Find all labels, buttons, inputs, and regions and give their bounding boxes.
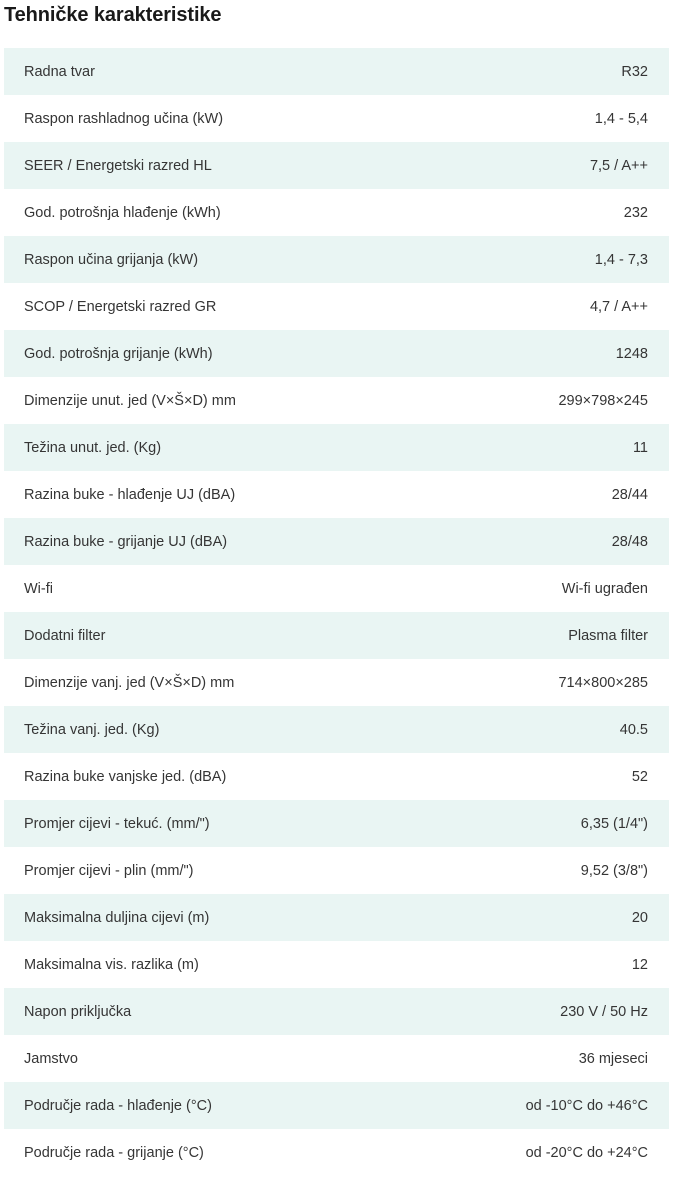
spec-row bbox=[4, 330, 669, 377]
spec-row bbox=[4, 753, 669, 800]
spec-value: od -20°C do +24°C bbox=[525, 1144, 648, 1161]
spec-row bbox=[4, 283, 669, 330]
spec-label: SCOP / Energetski razred GR bbox=[24, 298, 217, 315]
spec-value: 232 bbox=[623, 204, 648, 221]
spec-label: SEER / Energetski razred HL bbox=[24, 157, 212, 174]
spec-value: 9,52 (3/8") bbox=[580, 862, 648, 879]
spec-row bbox=[4, 800, 669, 847]
spec-value: 714×800×285 bbox=[558, 674, 648, 691]
spec-label: Napon priključka bbox=[24, 1003, 132, 1020]
spec-row bbox=[4, 377, 669, 424]
spec-label: Maksimalna vis. razlika (m) bbox=[24, 956, 199, 973]
spec-value: 11 bbox=[632, 439, 648, 456]
spec-value: Plasma filter bbox=[568, 627, 648, 644]
spec-label: Težina vanj. jed. (Kg) bbox=[24, 721, 160, 738]
spec-row bbox=[4, 95, 669, 142]
spec-value: 4,7 / A++ bbox=[589, 298, 648, 315]
spec-row bbox=[4, 565, 669, 612]
spec-label: Područje rada - hlađenje (°C) bbox=[24, 1097, 212, 1114]
spec-row bbox=[4, 1129, 669, 1176]
spec-value: 1,4 - 5,4 bbox=[594, 110, 648, 127]
spec-label: Razina buke - grijanje UJ (dBA) bbox=[24, 533, 228, 550]
spec-value: R32 bbox=[621, 63, 648, 80]
spec-label: Promjer cijevi - tekuć. (mm/") bbox=[24, 815, 210, 832]
spec-row bbox=[4, 424, 669, 471]
spec-value: 299×798×245 bbox=[558, 392, 648, 409]
spec-label: Razina buke vanjske jed. (dBA) bbox=[24, 768, 227, 785]
spec-label: Jamstvo bbox=[24, 1050, 78, 1067]
spec-label: Raspon rashladnog učina (kW) bbox=[24, 110, 224, 127]
spec-label: Wi-fi bbox=[24, 580, 53, 597]
spec-value: 52 bbox=[631, 768, 648, 785]
spec-label: Područje rada - grijanje (°C) bbox=[24, 1144, 204, 1161]
spec-label: Dimenzije unut. jed (V×Š×D) mm bbox=[24, 392, 236, 409]
spec-label: Radna tvar bbox=[24, 63, 95, 80]
spec-value: 20 bbox=[631, 909, 648, 926]
spec-label: God. potrošnja grijanje (kWh) bbox=[24, 345, 213, 362]
spec-row bbox=[4, 706, 669, 753]
spec-label: Težina unut. jed. (Kg) bbox=[24, 439, 162, 456]
spec-row bbox=[4, 988, 669, 1035]
spec-row bbox=[4, 189, 669, 236]
spec-label: Promjer cijevi - plin (mm/") bbox=[24, 862, 194, 879]
spec-value: 12 bbox=[631, 956, 648, 973]
spec-label: Raspon učina grijanja (kW) bbox=[24, 251, 199, 268]
spec-value: od -10°C do +46°C bbox=[525, 1097, 648, 1114]
spec-row bbox=[4, 471, 669, 518]
spec-row bbox=[4, 659, 669, 706]
spec-value: Wi-fi ugrađen bbox=[561, 580, 648, 597]
page-title: Tehničke karakteristike bbox=[4, 4, 222, 26]
spec-row bbox=[4, 894, 669, 941]
spec-value: 36 mjeseci bbox=[578, 1050, 648, 1067]
spec-value: 1248 bbox=[615, 345, 648, 362]
spec-value: 6,35 (1/4") bbox=[580, 815, 648, 832]
spec-table bbox=[4, 48, 669, 1176]
spec-row bbox=[4, 142, 669, 189]
spec-value: 28/48 bbox=[611, 533, 648, 550]
spec-label: Razina buke - hlađenje UJ (dBA) bbox=[24, 486, 236, 503]
spec-value: 40.5 bbox=[619, 721, 648, 738]
spec-label: God. potrošnja hlađenje (kWh) bbox=[24, 204, 221, 221]
spec-label: Dodatni filter bbox=[24, 627, 106, 644]
spec-label: Dimenzije vanj. jed (V×Š×D) mm bbox=[24, 674, 235, 691]
spec-row bbox=[4, 1082, 669, 1129]
spec-row bbox=[4, 1035, 669, 1082]
spec-row bbox=[4, 236, 669, 283]
spec-row bbox=[4, 518, 669, 565]
spec-value: 28/44 bbox=[611, 486, 648, 503]
spec-row bbox=[4, 941, 669, 988]
spec-value: 1,4 - 7,3 bbox=[594, 251, 648, 268]
spec-value: 230 V / 50 Hz bbox=[560, 1003, 648, 1020]
spec-row bbox=[4, 847, 669, 894]
spec-label: Maksimalna duljina cijevi (m) bbox=[24, 909, 210, 926]
spec-value: 7,5 / A++ bbox=[589, 157, 648, 174]
spec-row bbox=[4, 612, 669, 659]
spec-row bbox=[4, 48, 669, 95]
